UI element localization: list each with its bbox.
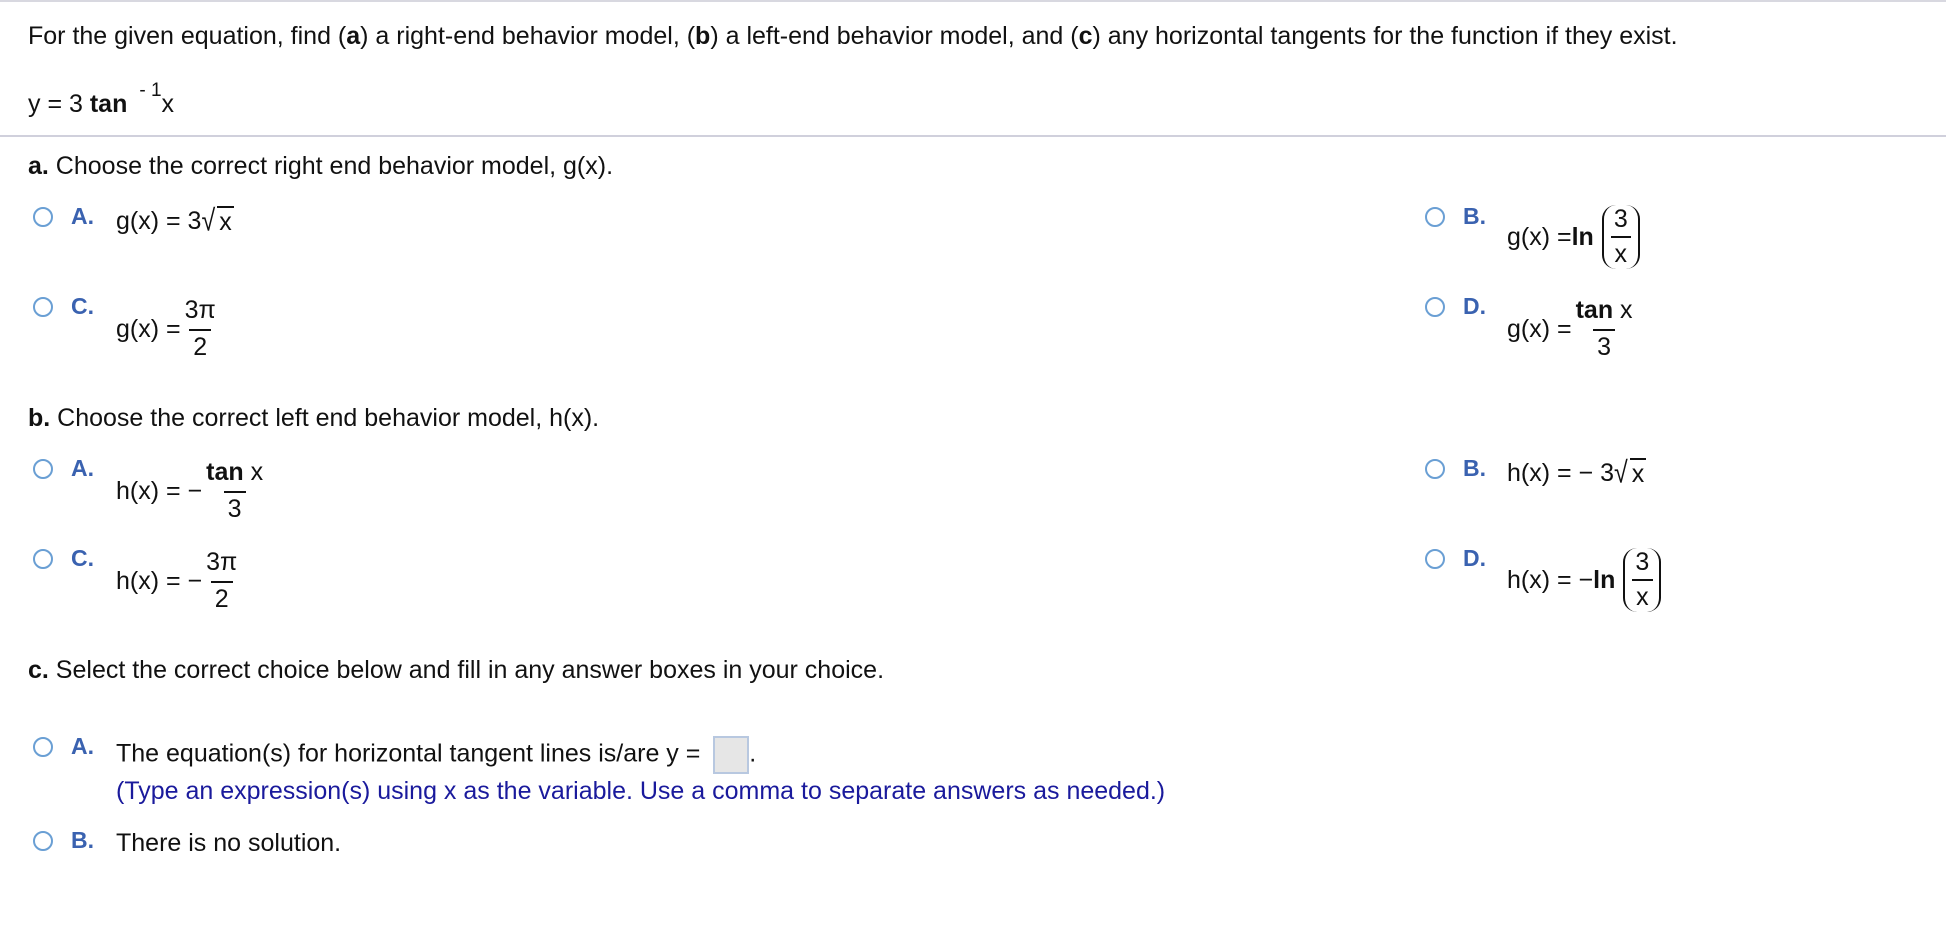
numerator: 3	[1613, 205, 1628, 233]
part-b-option-a-radio[interactable]	[33, 459, 53, 479]
part-a-option-b-expression	[1507, 205, 1640, 269]
part-a-option-a-letter[interactable]: A.	[71, 203, 94, 229]
option-lhs: g(x) =	[1507, 222, 1572, 251]
part-a-option-b-radio[interactable]	[1425, 207, 1445, 227]
equation-lhs: y = 3	[28, 90, 90, 118]
numerator-var: x	[243, 458, 264, 486]
fraction	[1631, 548, 1653, 612]
prompt-text-1: For the given equation, find (	[28, 22, 347, 50]
option-lhs: h(x) = −	[1507, 565, 1594, 594]
part-c-option-a-text	[116, 736, 756, 774]
denominator: x	[1632, 579, 1653, 612]
denominator: 2	[189, 329, 211, 362]
prompt-bold-b: b	[695, 22, 711, 50]
option-lhs: h(x) = −	[116, 566, 203, 595]
denominator: x	[1611, 236, 1632, 269]
given-equation	[28, 80, 175, 119]
part-b-option-d-letter[interactable]: D.	[1463, 545, 1486, 571]
prompt-text-2: ) a right-end behavior model, (	[360, 22, 696, 50]
part-b-option-c-radio[interactable]	[33, 549, 53, 569]
fraction	[181, 296, 220, 362]
denominator: 2	[211, 581, 233, 614]
part-b-option-a-expression	[116, 458, 267, 524]
radicand: x	[1631, 460, 1645, 488]
part-a-option-d-letter[interactable]: D.	[1463, 293, 1486, 319]
prompt-text-4: ) any horizontal tangents for the function if they exist.	[1092, 22, 1678, 50]
part-b-option-b-radio[interactable]	[1425, 459, 1445, 479]
numerator	[202, 458, 267, 491]
part-b-option-a-letter[interactable]: A.	[71, 455, 94, 481]
numerator: 3π	[206, 548, 238, 576]
part-b-option-d-radio[interactable]	[1425, 549, 1445, 569]
part-b-text: Choose the correct left end behavior model, h(x).	[50, 404, 600, 432]
part-c-option-b-letter[interactable]: B.	[71, 827, 94, 853]
option-func: ln	[1593, 565, 1616, 594]
part-b-option-b-letter[interactable]: B.	[1463, 455, 1486, 481]
numerator: 3	[1635, 548, 1650, 576]
denominator: 3	[224, 491, 246, 524]
fraction	[202, 458, 267, 524]
part-c-option-a-hint: (Type an expression(s) using x as the variable. Use a comma to separate answers as needed.)	[116, 777, 1166, 805]
denominator: 3	[1593, 329, 1615, 362]
part-a-option-d-expression	[1507, 296, 1637, 362]
part-c-option-b-radio[interactable]	[33, 831, 53, 851]
numerator-func: tan	[1575, 296, 1614, 324]
part-b-option-d-expression	[1507, 548, 1661, 612]
option-a-statement: The equation(s) for horizontal tangent lines is/are y =	[116, 739, 708, 768]
fraction	[1572, 296, 1637, 362]
numerator: 3π	[184, 296, 216, 324]
option-func: ln	[1571, 222, 1594, 251]
part-a-option-c-letter[interactable]: C.	[71, 293, 94, 319]
part-b-option-c-letter[interactable]: C.	[71, 545, 94, 571]
prompt-bold-c: c	[1078, 22, 1093, 50]
option-lhs: g(x) = 3	[116, 207, 202, 235]
part-a-option-a-radio[interactable]	[33, 207, 53, 227]
prompt-bold-a: a	[346, 22, 361, 50]
part-a-option-b-letter[interactable]: B.	[1463, 203, 1486, 229]
fraction	[1610, 205, 1632, 269]
part-b-heading	[28, 404, 599, 433]
part-a-label: a.	[28, 152, 49, 180]
option-lhs: h(x) = −	[116, 476, 203, 505]
part-c-option-a-letter[interactable]: A.	[71, 733, 94, 759]
fraction	[202, 548, 241, 614]
option-lhs: g(x) =	[1507, 314, 1572, 343]
equation-exponent: - 1	[139, 80, 162, 101]
part-c-label: c.	[28, 656, 49, 684]
part-b-label: b.	[28, 404, 51, 432]
equation-func: tan	[89, 90, 128, 118]
problem-prompt	[28, 22, 1678, 51]
sqrt-symbol: √	[201, 204, 216, 238]
part-c-text: Select the correct choice below and fill in any answer boxes in your choice.	[48, 656, 885, 684]
sqrt-symbol: √	[1614, 456, 1628, 490]
equation-variable: x	[161, 90, 175, 118]
part-a-option-a-expression	[116, 206, 234, 237]
option-lhs: h(x) = − 3	[1507, 459, 1614, 487]
parentheses	[1623, 548, 1661, 612]
option-a-period: .	[749, 739, 757, 768]
part-c-heading	[28, 656, 884, 685]
part-a-text: Choose the correct right end behavior model, g(x).	[48, 152, 614, 180]
numerator-var: x	[1613, 296, 1633, 324]
radicand: x	[219, 208, 232, 236]
part-b-option-c-expression	[116, 548, 241, 614]
part-a-heading	[28, 152, 613, 181]
part-a-option-c-radio[interactable]	[33, 297, 53, 317]
part-c-option-a-radio[interactable]	[33, 737, 53, 757]
part-a-option-d-radio[interactable]	[1425, 297, 1445, 317]
answer-input-box[interactable]	[713, 736, 749, 774]
part-b-option-b-expression	[1507, 458, 1646, 489]
equation-divider	[0, 135, 1946, 137]
part-a-option-c-expression	[116, 296, 220, 362]
parentheses	[1602, 205, 1640, 269]
option-lhs: g(x) =	[116, 314, 181, 343]
top-divider	[0, 0, 1946, 2]
part-c-option-b-text: There is no solution.	[116, 829, 342, 857]
numerator-func: tan	[206, 458, 244, 486]
numerator	[1572, 296, 1637, 329]
prompt-text-3: ) a left-end behavior model, and (	[710, 22, 1079, 50]
